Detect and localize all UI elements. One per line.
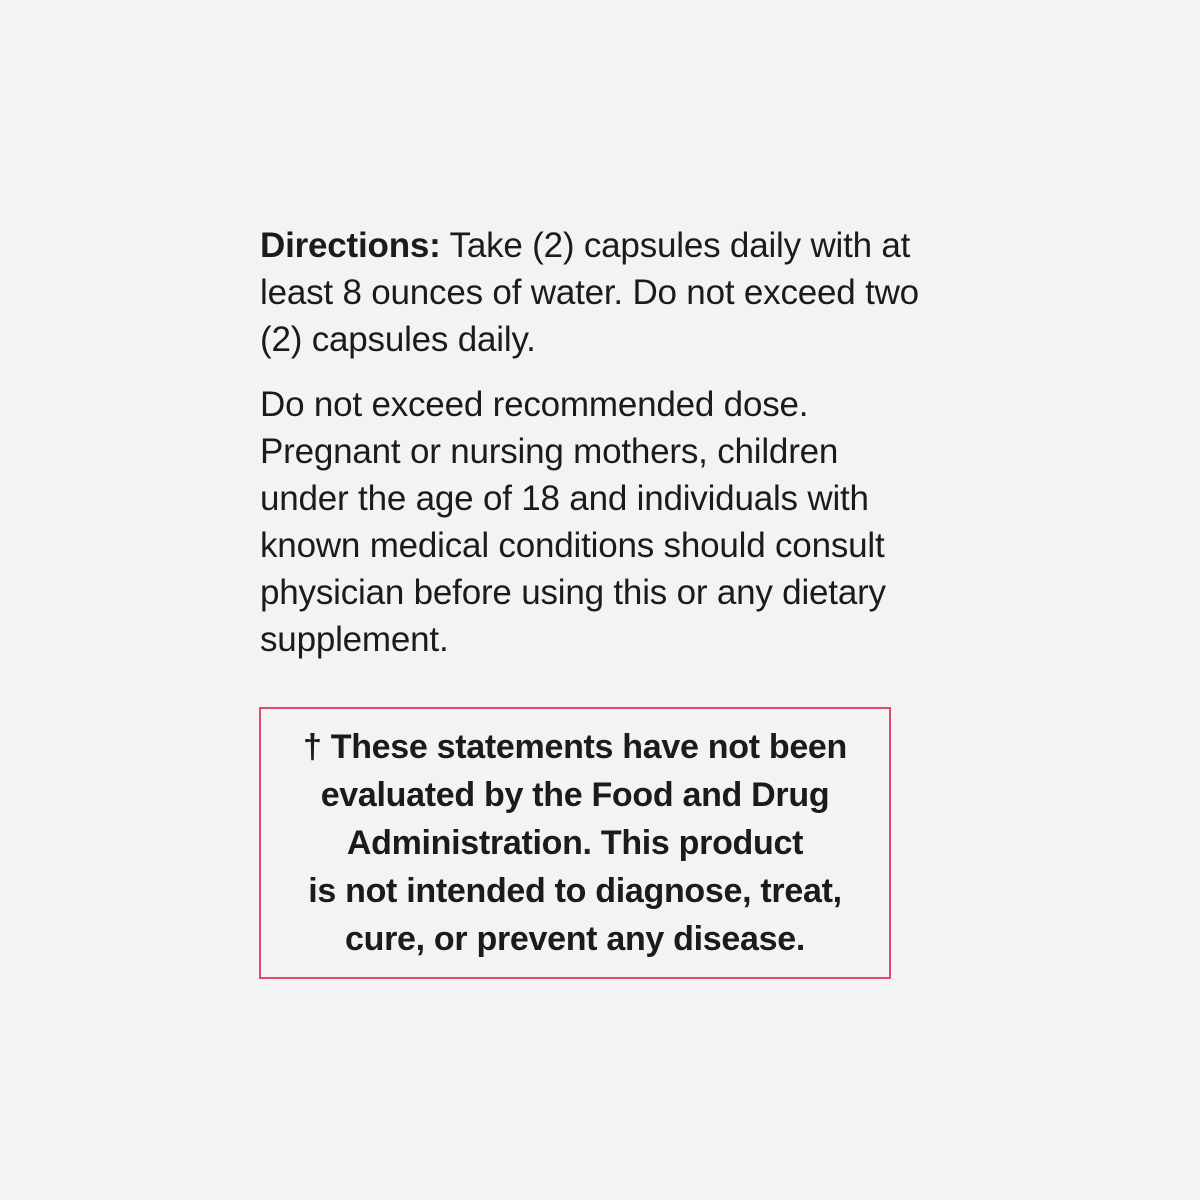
directions-label: Directions: bbox=[260, 226, 441, 265]
label-text-block bbox=[260, 222, 1000, 663]
fda-disclaimer-box bbox=[259, 707, 891, 979]
directions-paragraph bbox=[260, 222, 1000, 363]
directions-line: (2) capsules daily. bbox=[260, 320, 536, 359]
disclaimer-line: † These statements have not been bbox=[302, 728, 848, 766]
warning-line: Do not exceed recommended dose. bbox=[260, 385, 809, 424]
warning-line: under the age of 18 and individuals with bbox=[260, 479, 869, 518]
directions-line bbox=[260, 222, 1000, 269]
disclaimer-line: Administration. This product bbox=[346, 824, 804, 862]
warning-line: Pregnant or nursing mothers, children bbox=[260, 432, 839, 471]
directions-line: least 8 ounces of water. Do not exceed two bbox=[260, 273, 919, 312]
disclaimer-line: cure, or prevent any disease. bbox=[345, 920, 805, 958]
disclaimer-line: evaluated by the Food and Drug bbox=[320, 776, 830, 814]
warning-line: known medical conditions should consult bbox=[260, 526, 885, 565]
warning-line: supplement. bbox=[260, 620, 449, 659]
warning-line: physician before using this or any dietary bbox=[260, 573, 886, 612]
warning-paragraph bbox=[260, 381, 1000, 663]
directions-text: Take (2) capsules daily with at bbox=[440, 226, 911, 265]
disclaimer-line: is not intended to diagnose, treat, bbox=[308, 872, 842, 910]
